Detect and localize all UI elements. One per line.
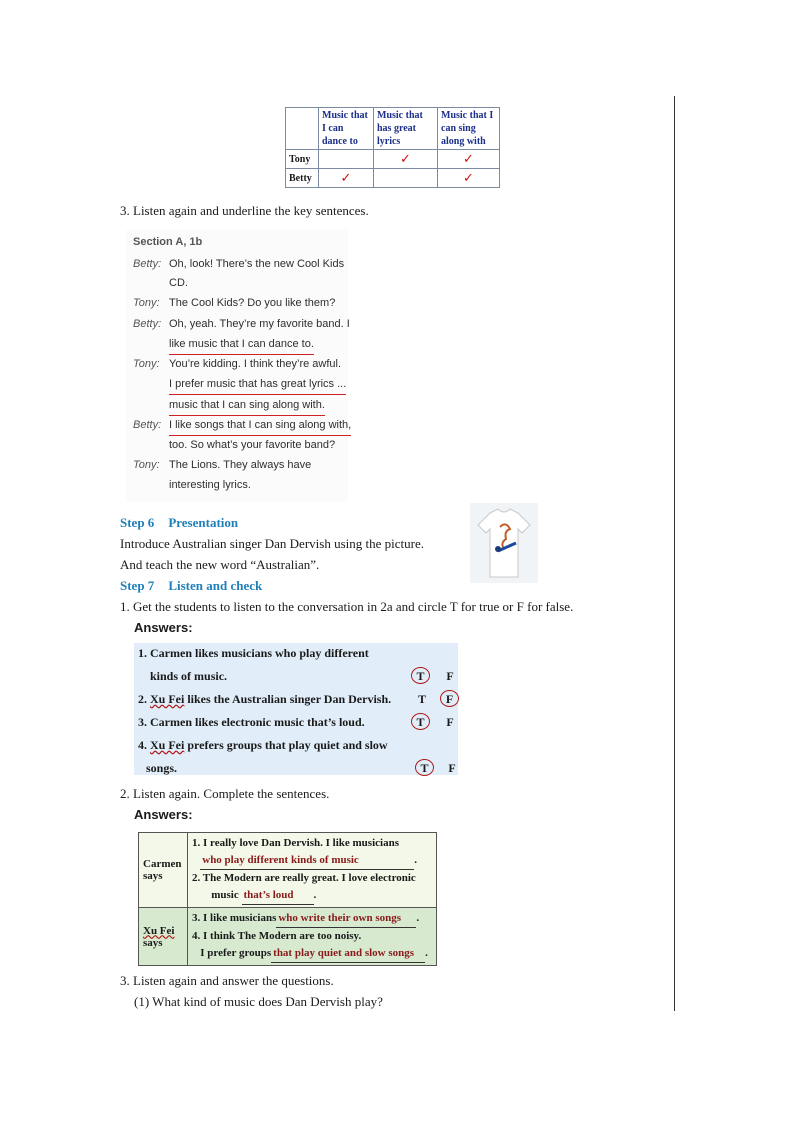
speaker: Betty: bbox=[133, 318, 162, 330]
tf-false: F bbox=[446, 669, 454, 683]
sentence-text: music bbox=[211, 889, 239, 901]
tf-name-underlined: Xu Fei bbox=[150, 738, 185, 752]
step7-instruction: 1. Get the students to listen to the conversation in 2a and circle T for true or F for false. bbox=[120, 599, 574, 614]
sentence-text: 2. The Modern are really great. I love electronic bbox=[192, 872, 416, 884]
answer-fill: that’s loud bbox=[242, 887, 314, 905]
tf-true-circled: T bbox=[411, 713, 430, 730]
tf-true: T bbox=[417, 692, 426, 706]
tshirt-image bbox=[470, 503, 538, 583]
tf-text: prefers groups that play quiet and slow bbox=[184, 738, 388, 752]
step7-heading bbox=[120, 578, 262, 594]
table-row bbox=[139, 908, 437, 966]
speaker: Tony: bbox=[133, 459, 160, 471]
question-1: (1) What kind of music does Dan Dervish play? bbox=[134, 994, 383, 1009]
speaker-says: says bbox=[143, 936, 163, 949]
line-text: You’re kidding. I think they’re awful. bbox=[169, 358, 342, 370]
check-mark bbox=[319, 150, 374, 169]
table-header-cell: Music that I can dance to bbox=[319, 108, 374, 150]
sentence-end: . bbox=[313, 889, 317, 901]
line-text: The Cool Kids? Do you like them? bbox=[169, 297, 336, 309]
answers-label: Answers: bbox=[134, 620, 193, 635]
tf-item-continued bbox=[146, 761, 177, 776]
step6-line: And teach the new word “Australian”. bbox=[120, 557, 320, 572]
step-label: Step 7 bbox=[120, 578, 155, 593]
tf-item bbox=[138, 738, 388, 753]
sentence-text: 3. I like musicians bbox=[192, 912, 277, 924]
speaker-says: says bbox=[143, 870, 163, 882]
tf-text: 2. bbox=[138, 692, 150, 706]
speaker-cell bbox=[139, 833, 188, 908]
true-false-answers bbox=[134, 643, 458, 775]
table-row bbox=[286, 169, 500, 188]
sentence-text: 1. I really love Dan Dervish. I like musicians bbox=[192, 837, 399, 849]
tf-false-circled: F bbox=[440, 690, 459, 707]
tf-name-underlined: Xu Fei bbox=[150, 692, 185, 706]
check-mark: ✓ bbox=[319, 169, 374, 188]
underlined-line-text: I prefer music that has great lyrics ... bbox=[169, 374, 346, 395]
tf-item bbox=[138, 715, 365, 730]
tf-true-circled: T bbox=[411, 667, 430, 684]
check-mark: ✓ bbox=[438, 150, 500, 169]
underlined-line-text: like music that I can dance to. bbox=[169, 334, 314, 355]
section-title: Section A, 1b bbox=[133, 236, 203, 248]
answer-fill: who play different kinds of music bbox=[200, 852, 414, 870]
sentence-text: 4. I think The Modern are too noisy. bbox=[192, 930, 362, 942]
tf-false: F bbox=[448, 761, 456, 775]
table-header-cell: Music that has great lyrics bbox=[374, 108, 438, 150]
preference-table bbox=[285, 107, 500, 188]
tf-true-circled: T bbox=[415, 759, 434, 776]
line-text: interesting lyrics. bbox=[169, 479, 251, 491]
tf-text: 4. bbox=[138, 738, 150, 752]
tf-text: songs. bbox=[146, 761, 178, 775]
speaker-name: Carmen bbox=[143, 858, 182, 870]
speaker: Tony: bbox=[133, 358, 160, 370]
table-header-cell: Music that I can sing along with bbox=[438, 108, 500, 150]
sentence-end: . bbox=[425, 947, 428, 959]
answer-fill: that play quiet and slow songs bbox=[271, 945, 425, 963]
sentences-cell bbox=[188, 833, 437, 908]
tf-false: F bbox=[446, 715, 454, 729]
completion-table bbox=[138, 832, 437, 966]
complete-instruction: 2. Listen again. Complete the sentences. bbox=[120, 786, 330, 801]
underlined-line-text: I like songs that I can sing along with, bbox=[169, 415, 351, 436]
instruction-underline: 3. Listen again and underline the key sentences. bbox=[120, 203, 369, 218]
check-mark: ✓ bbox=[374, 150, 438, 169]
check-mark: ✓ bbox=[438, 169, 500, 188]
sentence-end: . bbox=[416, 912, 420, 924]
tf-text: kinds of music. bbox=[150, 669, 228, 683]
tf-text: 1. Carmen likes musicians who play different bbox=[138, 646, 369, 660]
answers-label: Answers: bbox=[134, 807, 193, 822]
answer-fill: who write their own songs bbox=[276, 910, 416, 928]
tf-text: likes the Australian singer Dan Dervish. bbox=[184, 692, 392, 706]
speaker: Betty: bbox=[133, 419, 162, 431]
step-title: Listen and check bbox=[168, 578, 263, 593]
check-mark bbox=[374, 169, 438, 188]
tshirt-icon bbox=[470, 503, 538, 583]
table-row bbox=[286, 150, 500, 169]
step6-line: Introduce Australian singer Dan Dervish using the picture. bbox=[120, 536, 424, 551]
answer-instruction: 3. Listen again and answer the questions. bbox=[120, 973, 334, 988]
tf-item bbox=[138, 646, 369, 661]
row-name: Betty bbox=[286, 169, 319, 188]
tf-item-continued bbox=[150, 669, 227, 684]
sentences-cell bbox=[188, 908, 437, 966]
line-text: The Lions. They always have bbox=[169, 459, 312, 471]
conversation-script bbox=[126, 230, 352, 502]
table-row bbox=[139, 833, 437, 908]
step-label: Step 6 bbox=[120, 515, 155, 530]
underlined-line-text: music that I can sing along with. bbox=[169, 395, 325, 416]
line-text: Oh, yeah. They’re my favorite band. I bbox=[169, 318, 350, 330]
step-title: Presentation bbox=[168, 515, 239, 530]
sentence-end: . bbox=[414, 854, 417, 866]
table-header-cell bbox=[286, 108, 319, 150]
line-text: too. So what’s your favorite band? bbox=[169, 439, 336, 451]
line-text: Oh, look! There’s the new Cool Kids bbox=[169, 258, 345, 270]
speaker-name: Xu Fei bbox=[143, 924, 175, 937]
step6-heading bbox=[120, 515, 238, 531]
right-margin-rule bbox=[674, 96, 675, 1011]
sentence-text: I prefer groups bbox=[200, 947, 272, 959]
tf-text: 3. Carmen likes electronic music that’s loud. bbox=[138, 715, 365, 729]
speaker-cell bbox=[139, 908, 188, 966]
speaker: Betty: bbox=[133, 258, 162, 270]
line-text: CD. bbox=[169, 277, 188, 289]
tf-item bbox=[138, 692, 391, 707]
row-name: Tony bbox=[286, 150, 319, 169]
speaker: Tony: bbox=[133, 297, 160, 309]
